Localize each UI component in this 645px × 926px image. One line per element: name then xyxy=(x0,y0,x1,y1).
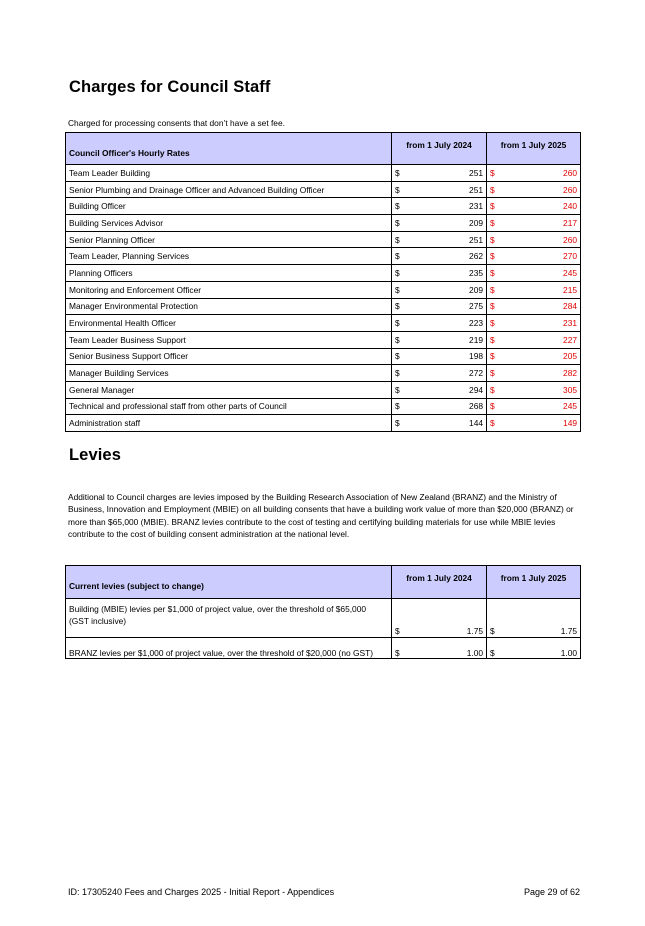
rate-2025-cell: 260 xyxy=(503,165,581,182)
table-row xyxy=(66,281,581,298)
currency-2024-cell: $ xyxy=(392,415,408,432)
currency-2025-cell: $ xyxy=(487,198,503,215)
currency-2024-cell: $ xyxy=(392,331,408,348)
rate-2025-cell: 240 xyxy=(503,198,581,215)
levies-table xyxy=(65,565,581,659)
levy-2025-cell: 1.00 xyxy=(503,638,581,659)
currency-2025-cell: $ xyxy=(487,331,503,348)
table-row xyxy=(66,381,581,398)
table-row xyxy=(66,198,581,215)
currency-2025-cell: $ xyxy=(487,298,503,315)
table-row xyxy=(66,365,581,382)
footer-document-id: ID: 17305240 Fees and Charges 2025 - Initial Report - Appendices xyxy=(68,887,335,897)
role-cell: Monitoring and Enforcement Officer xyxy=(66,281,392,298)
footer-page-number: Page 29 of 62 xyxy=(524,887,581,897)
table-row xyxy=(66,638,581,659)
staff-rates-body xyxy=(66,165,581,432)
role-cell: Team Leader, Planning Services xyxy=(66,248,392,265)
levy-2024-cell: 1.00 xyxy=(408,638,487,659)
currency-2024-cell: $ xyxy=(392,281,408,298)
role-cell: Building Officer xyxy=(66,198,392,215)
currency-2025-cell: $ xyxy=(487,165,503,182)
rate-2024-cell: 251 xyxy=(408,165,487,182)
role-cell: Building Services Advisor xyxy=(66,215,392,232)
levy-item-cell: Building (MBIE) levies per $1,000 of project value, over the threshold of $65,000 (GST inclusive) xyxy=(66,599,392,638)
levies-body xyxy=(66,599,581,659)
currency-2025-cell: $ xyxy=(487,415,503,432)
currency-2024-cell: $ xyxy=(392,638,408,659)
role-cell: Senior Business Support Officer xyxy=(66,348,392,365)
currency-2024-cell: $ xyxy=(392,248,408,265)
rate-2024-cell: 209 xyxy=(408,215,487,232)
rate-2025-cell: 284 xyxy=(503,298,581,315)
col-header-2025: from 1 July 2025 xyxy=(487,133,581,165)
levy-item-cell: BRANZ levies per $1,000 of project value, over the threshold of $20,000 (no GST) xyxy=(66,638,392,659)
role-cell: Team Leader Building xyxy=(66,165,392,182)
table-row xyxy=(66,215,581,232)
role-cell: Environmental Health Officer xyxy=(66,315,392,332)
currency-2025-cell: $ xyxy=(487,599,503,638)
rate-2024-cell: 231 xyxy=(408,198,487,215)
levies-col-header-2025: from 1 July 2025 xyxy=(487,566,581,599)
currency-2024-cell: $ xyxy=(392,599,408,638)
role-cell: Administration staff xyxy=(66,415,392,432)
table-row xyxy=(66,599,581,638)
currency-2024-cell: $ xyxy=(392,348,408,365)
rate-2024-cell: 251 xyxy=(408,181,487,198)
levy-2025-cell: 1.75 xyxy=(503,599,581,638)
staff-intro-text: Charged for processing consents that don’t have a set fee. xyxy=(68,118,285,128)
rate-2025-cell: 282 xyxy=(503,365,581,382)
currency-2025-cell: $ xyxy=(487,231,503,248)
currency-2024-cell: $ xyxy=(392,231,408,248)
rate-2025-cell: 260 xyxy=(503,231,581,248)
table-row xyxy=(66,248,581,265)
currency-2024-cell: $ xyxy=(392,265,408,282)
levies-col-header-item: Current levies (subject to change) xyxy=(66,566,392,599)
currency-2025-cell: $ xyxy=(487,638,503,659)
rate-2024-cell: 275 xyxy=(408,298,487,315)
currency-2024-cell: $ xyxy=(392,298,408,315)
table-row xyxy=(66,348,581,365)
role-cell: Senior Planning Officer xyxy=(66,231,392,248)
currency-2024-cell: $ xyxy=(392,398,408,415)
rate-2025-cell: 205 xyxy=(503,348,581,365)
rate-2024-cell: 144 xyxy=(408,415,487,432)
currency-2025-cell: $ xyxy=(487,265,503,282)
rate-2024-cell: 272 xyxy=(408,365,487,382)
rate-2025-cell: 217 xyxy=(503,215,581,232)
currency-2024-cell: $ xyxy=(392,315,408,332)
role-cell: General Manager xyxy=(66,381,392,398)
col-header-role: Council Officer's Hourly Rates xyxy=(66,133,392,165)
currency-2025-cell: $ xyxy=(487,215,503,232)
levies-description: Additional to Council charges are levies imposed by the Building Research Association of New Zealand (BRANZ) and the Ministry of Business, Innovation and Employment (MBIE) on all building consents that have a building work value of more than $20,000 (BRANZ) or more than $65,000 (MBIE). BRANZ levies contribute to the cost of testing and certifying building materials for use while MBIE levies contribute to the cost of building consent administration at the national level. xyxy=(68,492,574,540)
role-cell: Manager Environmental Protection xyxy=(66,298,392,315)
currency-2025-cell: $ xyxy=(487,398,503,415)
staff-rates-table xyxy=(65,132,581,432)
rate-2024-cell: 262 xyxy=(408,248,487,265)
rate-2024-cell: 294 xyxy=(408,381,487,398)
rate-2025-cell: 270 xyxy=(503,248,581,265)
role-cell: Manager Building Services xyxy=(66,365,392,382)
role-cell: Senior Plumbing and Drainage Officer and Advanced Building Officer xyxy=(66,181,392,198)
role-cell: Technical and professional staff from other parts of Council xyxy=(66,398,392,415)
rate-2025-cell: 215 xyxy=(503,281,581,298)
section-heading-staff: Charges for Council Staff xyxy=(69,78,271,96)
currency-2025-cell: $ xyxy=(487,365,503,382)
levy-2024-cell: 1.75 xyxy=(408,599,487,638)
rate-2025-cell: 260 xyxy=(503,181,581,198)
currency-2025-cell: $ xyxy=(487,281,503,298)
rate-2024-cell: 235 xyxy=(408,265,487,282)
currency-2024-cell: $ xyxy=(392,165,408,182)
rate-2024-cell: 209 xyxy=(408,281,487,298)
currency-2025-cell: $ xyxy=(487,181,503,198)
levies-col-header-2024: from 1 July 2024 xyxy=(392,566,487,599)
table-row xyxy=(66,181,581,198)
currency-2024-cell: $ xyxy=(392,198,408,215)
role-cell: Team Leader Business Support xyxy=(66,331,392,348)
table-row xyxy=(66,231,581,248)
rate-2024-cell: 251 xyxy=(408,231,487,248)
section-heading-levies: Levies xyxy=(69,446,121,464)
table-row xyxy=(66,265,581,282)
currency-2024-cell: $ xyxy=(392,365,408,382)
table-row xyxy=(66,415,581,432)
currency-2025-cell: $ xyxy=(487,348,503,365)
rate-2025-cell: 245 xyxy=(503,398,581,415)
table-row xyxy=(66,315,581,332)
table-row xyxy=(66,331,581,348)
rate-2025-cell: 245 xyxy=(503,265,581,282)
rate-2024-cell: 198 xyxy=(408,348,487,365)
rate-2025-cell: 231 xyxy=(503,315,581,332)
rate-2025-cell: 305 xyxy=(503,381,581,398)
table-row xyxy=(66,398,581,415)
table-row xyxy=(66,298,581,315)
rate-2025-cell: 227 xyxy=(503,331,581,348)
table-row xyxy=(66,165,581,182)
currency-2024-cell: $ xyxy=(392,181,408,198)
rate-2024-cell: 268 xyxy=(408,398,487,415)
currency-2025-cell: $ xyxy=(487,248,503,265)
currency-2024-cell: $ xyxy=(392,215,408,232)
col-header-2024: from 1 July 2024 xyxy=(392,133,487,165)
rate-2025-cell: 149 xyxy=(503,415,581,432)
currency-2025-cell: $ xyxy=(487,381,503,398)
rate-2024-cell: 223 xyxy=(408,315,487,332)
role-cell: Planning Officers xyxy=(66,265,392,282)
currency-2024-cell: $ xyxy=(392,381,408,398)
currency-2025-cell: $ xyxy=(487,315,503,332)
rate-2024-cell: 219 xyxy=(408,331,487,348)
